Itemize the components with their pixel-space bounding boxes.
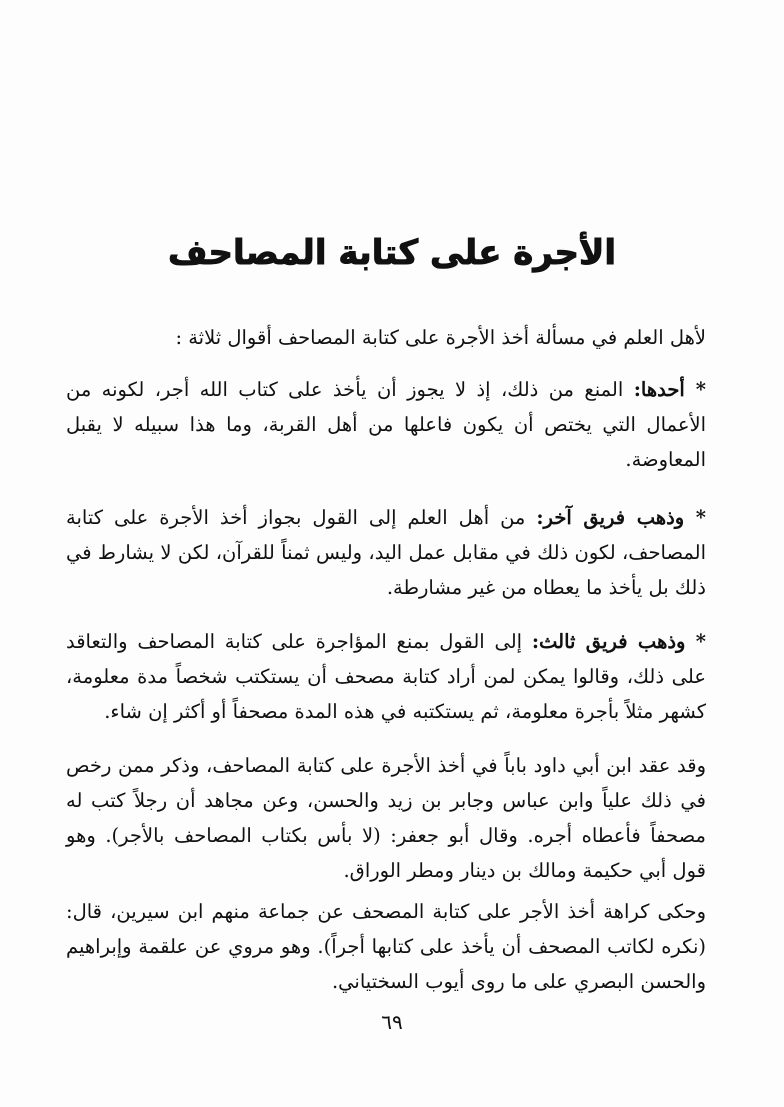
opinion-text-second: من أهل العلم إلى القول بجواز أخذ الأجرة على كتابة المصاحف، لكون ذلك في مقابل عمل اليد، وليس ثمناً للقرآن، لكن لا يشارط في ذلك بل يأخذ ما يعطاه من غير مشارطة. [66, 506, 706, 599]
opinion-lead-first: * أحدها: [633, 378, 706, 401]
opinion-paragraph-first [66, 372, 706, 477]
page-number: ٦٩ [381, 1010, 403, 1034]
opinion-paragraph-second [66, 500, 706, 605]
opinion-lead-second: * وذهب فريق آخر: [536, 506, 706, 529]
opinion-text-third: إلى القول بمنع المؤاجرة على كتابة المصاحف والتعاقد على ذلك، وقالوا يمكن لمن أراد كتابة مصحف أن يستكتب شخصاً مدة معلومة، كشهر مثلاً بأجرة معلومة، ثم يستكتبه في هذه المدة مصحفاً أو أكثر إن شاء. [66, 630, 706, 723]
page-title: الأجرة على كتابة المصاحف [168, 232, 616, 273]
ibn-abi-dawud-paragraph: وقد عقد ابن أبي داود باباً في أخذ الأجرة على كتابة المصاحف، وذكر ممن رخص في ذلك علياً وابن عباس وجابر بن زيد والحسن، وعن مجاهد أن رجلاً كتب له مصحفاً فأعطاه أجره. وقال أبو جعفر: (لا بأس بكتاب المصاحف بالأجر). وهو قول أبي حكيمة ومالك بن دينار ومطر الوراق. [66, 754, 706, 882]
intro-paragraph: لأهل العلم في مسألة أخذ الأجرة على كتابة المصاحف أقوال ثلاثة : [175, 326, 706, 349]
opinion-lead-third: * وذهب فريق ثالث: [531, 630, 706, 653]
ibn-sirin-paragraph: وحكى كراهة أخذ الأجر على كتابة المصحف عن جماعة منهم ابن سيرين، قال: (نكره لكاتب المصحف أن يأخذ على كتابها أجراً). وهو مروي عن علقمة وإبراهيم والحسن البصري على ما روى أيوب السختياني. [66, 900, 706, 993]
opinion-paragraph-third [66, 624, 706, 729]
opinion-text-first: المنع من ذلك، إذ لا يجوز أن يأخذ على كتاب الله أجر، لكونه من الأعمال التي يختص أن يكون فاعلها من أهل القربة، وما هذا سبيله لا يقبل المعاوضة. [66, 378, 706, 471]
